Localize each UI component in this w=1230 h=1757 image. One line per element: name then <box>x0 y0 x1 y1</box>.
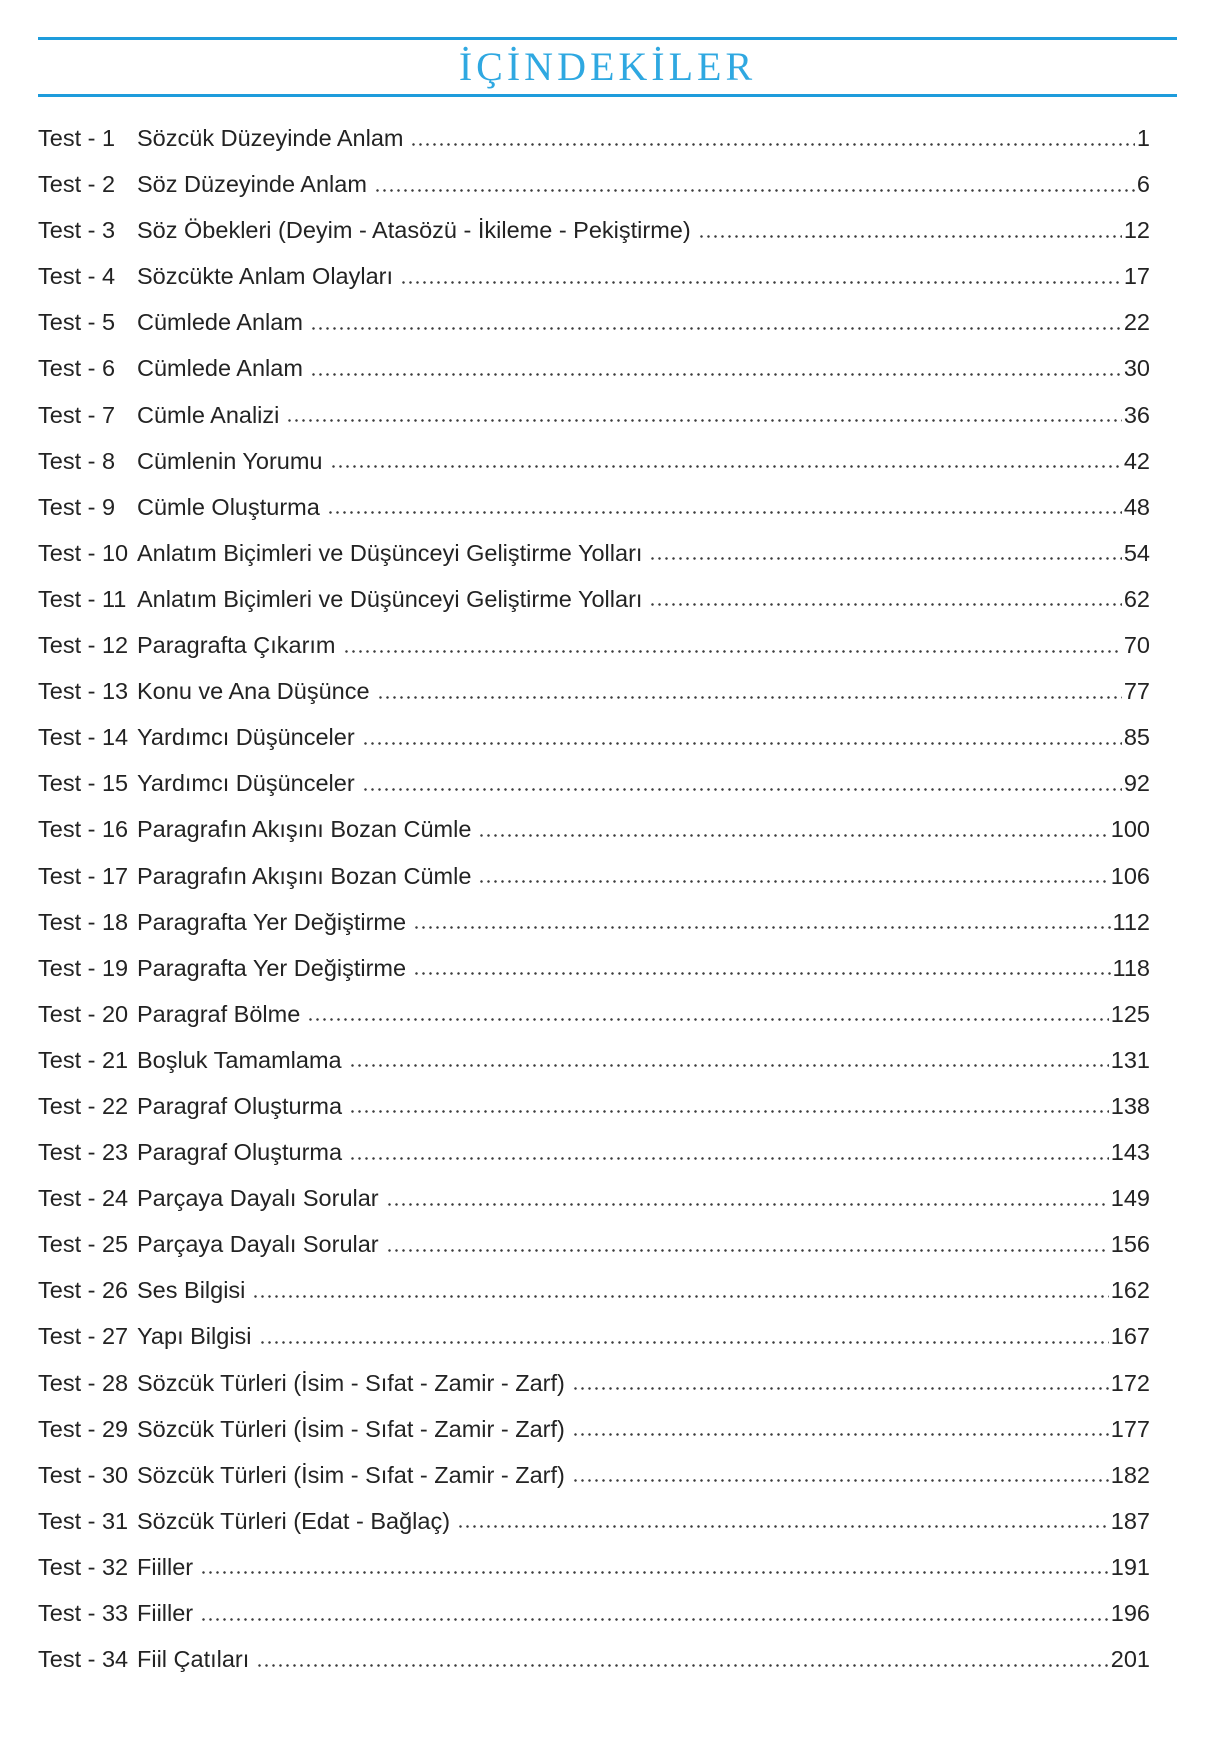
toc-entry-row <box>38 723 1150 769</box>
toc-entry-page: 54 <box>1123 539 1150 566</box>
toc-entry-page: 201 <box>1110 1646 1150 1673</box>
toc-entry-title: Konu ve Ana Düşünce <box>137 678 370 705</box>
toc-entry-row <box>38 1369 1150 1415</box>
toc-entry-label: Test - 21 <box>38 1046 129 1073</box>
toc-entry-page: 92 <box>1123 770 1150 797</box>
toc-entry-title: Boşluk Tamamlama <box>137 1046 342 1073</box>
toc-entry-row <box>38 401 1150 447</box>
toc-entry-title: Anlatım Biçimleri ve Düşünceyi Geliştirme Yolları <box>137 585 643 612</box>
toc-entry-row <box>38 677 1150 723</box>
toc-entry-title: Paragrafın Akışını Bozan Cümle <box>137 816 472 843</box>
toc-dot-leader <box>343 631 1122 653</box>
toc-entry-page: 125 <box>1110 1000 1150 1027</box>
toc-entry-title: Paragrafta Yer Değiştirme <box>137 908 407 935</box>
toc-dot-leader <box>386 1184 1109 1206</box>
toc-entry-title: Fiil Çatıları <box>137 1646 250 1673</box>
toc-entry-row <box>38 1461 1150 1507</box>
toc-entry-row <box>38 769 1150 815</box>
toc-dot-leader <box>413 954 1110 976</box>
header-bottom-rule <box>38 94 1177 97</box>
toc-entry-title: Fiiller <box>137 1600 194 1626</box>
toc-entry-row <box>38 539 1150 585</box>
toc-entry-row <box>38 262 1150 308</box>
toc-dot-leader <box>200 1599 1109 1621</box>
toc-entry-row <box>38 1415 1150 1461</box>
toc-entry-label: Test - 8 <box>38 447 116 474</box>
toc-dot-leader <box>349 1138 1109 1160</box>
toc-entry-title: Sözcükte Anlam Olayları <box>137 263 393 290</box>
toc-entry-title: Paragrafta Çıkarım <box>137 632 336 659</box>
toc-dot-leader <box>649 539 1121 561</box>
toc-entry-page: 196 <box>1110 1600 1150 1626</box>
toc-entry-title: Sözcük Türleri (İsim - Sıfat - Zamir - Zarf) <box>137 1461 565 1488</box>
toc-dot-leader <box>572 1369 1109 1391</box>
toc-entry-row <box>38 447 1150 493</box>
toc-entry-label: Test - 5 <box>38 309 116 336</box>
toc-entry-title: Sözcük Türleri (İsim - Sıfat - Zamir - Zarf) <box>137 1415 565 1442</box>
toc-entry-title: Parçaya Dayalı Sorular <box>137 1231 379 1258</box>
toc-entry-label: Test - 11 <box>38 585 127 612</box>
toc-entry-label: Test - 2 <box>38 171 116 198</box>
toc-entry-row <box>38 1507 1150 1553</box>
toc-dot-leader <box>286 401 1121 423</box>
toc-dot-leader <box>457 1507 1109 1529</box>
toc-entry-label: Test - 12 <box>38 632 129 659</box>
toc-entry-title: Anlatım Biçimleri ve Düşünceyi Geliştirme Yolları <box>137 539 643 566</box>
toc-entry-label: Test - 23 <box>38 1139 129 1166</box>
toc-entry-page: 191 <box>1110 1553 1150 1580</box>
toc-header <box>38 37 1177 97</box>
toc-entry-label: Test - 3 <box>38 217 116 244</box>
toc-dot-leader <box>200 1553 1109 1575</box>
toc-entry-page: 143 <box>1110 1139 1150 1166</box>
toc-entry-row <box>38 1138 1150 1184</box>
toc-entry-page: 131 <box>1110 1046 1150 1073</box>
toc-entry-page: 6 <box>1136 171 1150 198</box>
toc-entry-label: Test - 33 <box>38 1600 129 1626</box>
toc-entry-row <box>38 1599 1150 1645</box>
toc-entry-title: Ses Bilgisi <box>137 1277 246 1304</box>
toc-dot-leader <box>413 908 1110 930</box>
toc-dot-leader <box>400 262 1122 284</box>
toc-entry-row <box>38 1230 1150 1276</box>
toc-dot-leader <box>256 1645 1108 1667</box>
toc-entry-label: Test - 7 <box>38 401 116 428</box>
toc-entry-row <box>38 1046 1150 1092</box>
toc-entry-page: 149 <box>1110 1185 1150 1212</box>
toc-entry-row <box>38 216 1150 262</box>
toc-entry-label: Test - 18 <box>38 908 129 935</box>
toc-entry-page: 106 <box>1110 862 1150 889</box>
toc-entry-page: 112 <box>1112 908 1150 935</box>
toc-entry-label: Test - 10 <box>38 539 129 566</box>
toc-entry-title: Paragrafta Yer Değiştirme <box>137 954 407 981</box>
toc-list <box>38 124 1150 1691</box>
toc-entry-row <box>38 1322 1150 1368</box>
toc-entry-title: Paragraf Oluşturma <box>137 1092 343 1119</box>
toc-entry-page: 85 <box>1123 724 1150 751</box>
toc-entry-title: Paragraf Bölme <box>137 1000 301 1027</box>
toc-entry-title: Cümle Analizi <box>137 401 280 428</box>
toc-entry-label: Test - 20 <box>38 1000 129 1027</box>
toc-entry-page: 42 <box>1123 447 1150 474</box>
toc-entry-page: 12 <box>1123 217 1150 244</box>
toc-dot-leader <box>252 1276 1108 1298</box>
toc-dot-leader <box>362 723 1122 745</box>
toc-dot-leader <box>330 447 1122 469</box>
toc-entry-label: Test - 16 <box>38 816 129 843</box>
toc-entry-label: Test - 30 <box>38 1461 129 1488</box>
toc-dot-leader <box>377 677 1122 699</box>
toc-entry-row <box>38 170 1150 216</box>
toc-entry-page: 118 <box>1112 954 1150 981</box>
toc-entry-label: Test - 19 <box>38 954 129 981</box>
toc-entry-title: Cümle Oluşturma <box>137 493 320 520</box>
toc-dot-leader <box>310 308 1122 330</box>
toc-dot-leader <box>478 815 1108 837</box>
toc-entry-page: 17 <box>1123 263 1150 290</box>
toc-entry-label: Test - 25 <box>38 1231 129 1258</box>
toc-dot-leader <box>410 124 1134 146</box>
toc-entry-label: Test - 4 <box>38 263 116 290</box>
toc-entry-title: Cümlenin Yorumu <box>137 447 323 474</box>
toc-entry-page: 36 <box>1123 401 1150 428</box>
toc-entry-title: Sözcük Düzeyinde Anlam <box>137 125 404 151</box>
toc-entry-title: Söz Düzeyinde Anlam <box>137 171 367 198</box>
toc-entry-label: Test - 14 <box>38 724 129 751</box>
toc-entry-row <box>38 862 1150 908</box>
toc-entry-title: Yardımcı Düşünceler <box>137 724 355 751</box>
toc-dot-leader <box>349 1046 1109 1068</box>
toc-entry-title: Cümlede Anlam <box>137 355 303 382</box>
toc-entry-row <box>38 954 1150 1000</box>
toc-dot-leader <box>310 354 1122 376</box>
toc-dot-leader <box>362 769 1122 791</box>
toc-entry-title: Fiiller <box>137 1553 194 1580</box>
toc-entry-label: Test - 31 <box>38 1507 129 1534</box>
toc-entry-page: 22 <box>1123 309 1150 336</box>
toc-entry-title: Paragrafın Akışını Bozan Cümle <box>137 862 472 889</box>
toc-dot-leader <box>478 862 1108 884</box>
toc-dot-leader <box>572 1415 1109 1437</box>
toc-entry-page: 138 <box>1110 1092 1150 1119</box>
toc-entry-label: Test - 29 <box>38 1415 129 1442</box>
toc-entry-row <box>38 493 1150 539</box>
toc-entry-title: Cümlede Anlam <box>137 309 303 336</box>
toc-entry-label: Test - 26 <box>38 1277 129 1304</box>
toc-entry-label: Test - 15 <box>38 770 129 797</box>
toc-dot-leader <box>698 216 1122 238</box>
toc-entry-label: Test - 32 <box>38 1553 129 1580</box>
toc-entry-page: 172 <box>1110 1369 1150 1396</box>
toc-entry-row <box>38 1000 1150 1046</box>
toc-entry-title: Söz Öbekleri (Deyim - Atasözü - İkileme - Pekiştirme) <box>137 217 691 244</box>
toc-entry-page: 162 <box>1110 1277 1150 1304</box>
toc-entry-title: Yapı Bilgisi <box>137 1323 252 1350</box>
toc-dot-leader <box>349 1092 1109 1114</box>
toc-entry-label: Test - 28 <box>38 1369 129 1396</box>
toc-entry-label: Test - 1 <box>38 125 116 151</box>
toc-entry-page: 187 <box>1110 1507 1150 1534</box>
toc-dot-leader <box>307 1000 1109 1022</box>
toc-entry-label: Test - 27 <box>38 1323 129 1350</box>
toc-entry-row <box>38 1645 1150 1691</box>
toc-entry-label: Test - 17 <box>38 862 129 889</box>
toc-entry-page: 182 <box>1110 1461 1150 1488</box>
toc-dot-leader <box>374 170 1135 192</box>
toc-entry-page: 177 <box>1110 1415 1150 1442</box>
toc-entry-row <box>38 1553 1150 1599</box>
toc-entry-row <box>38 585 1150 631</box>
toc-entry-page: 70 <box>1123 632 1150 659</box>
toc-entry-page: 30 <box>1123 355 1150 382</box>
toc-dot-leader <box>327 493 1122 515</box>
toc-entry-title: Paragraf Oluşturma <box>137 1139 343 1166</box>
toc-entry-row <box>38 908 1150 954</box>
toc-entry-page: 100 <box>1110 816 1150 843</box>
page-title: İÇİNDEKİLER <box>458 44 757 89</box>
toc-entry-page: 77 <box>1123 678 1150 705</box>
toc-page <box>0 37 1230 1691</box>
toc-entry-row <box>38 1184 1150 1230</box>
toc-entry-label: Test - 6 <box>38 355 116 382</box>
toc-entry-page: 167 <box>1110 1323 1150 1350</box>
toc-entry-label: Test - 13 <box>38 678 129 705</box>
toc-entry-title: Sözcük Türleri (İsim - Sıfat - Zamir - Zarf) <box>137 1369 565 1396</box>
toc-entry-label: Test - 22 <box>38 1092 129 1119</box>
toc-entry-row <box>38 308 1150 354</box>
toc-entry-page: 156 <box>1110 1231 1150 1258</box>
toc-dot-leader <box>259 1322 1109 1344</box>
toc-entry-label: Test - 24 <box>38 1185 129 1212</box>
toc-entry-row <box>38 354 1150 400</box>
toc-dot-leader <box>386 1230 1109 1252</box>
toc-entry-row <box>38 631 1150 677</box>
toc-entry-row <box>38 124 1150 170</box>
toc-entry-row <box>38 815 1150 861</box>
toc-dot-leader <box>649 585 1121 607</box>
toc-entry-title: Parçaya Dayalı Sorular <box>137 1185 379 1212</box>
toc-entry-title: Sözcük Türleri (Edat - Bağlaç) <box>137 1507 451 1534</box>
toc-entry-label: Test - 9 <box>38 493 116 520</box>
toc-entry-label: Test - 34 <box>38 1646 129 1673</box>
toc-entry-page: 62 <box>1123 585 1150 612</box>
toc-entry-title: Yardımcı Düşünceler <box>137 770 355 797</box>
toc-dot-leader <box>572 1461 1109 1483</box>
toc-entry-row <box>38 1092 1150 1138</box>
toc-entry-page: 48 <box>1123 493 1150 520</box>
toc-entry-row <box>38 1276 1150 1322</box>
toc-entry-page: 1 <box>1136 125 1150 151</box>
